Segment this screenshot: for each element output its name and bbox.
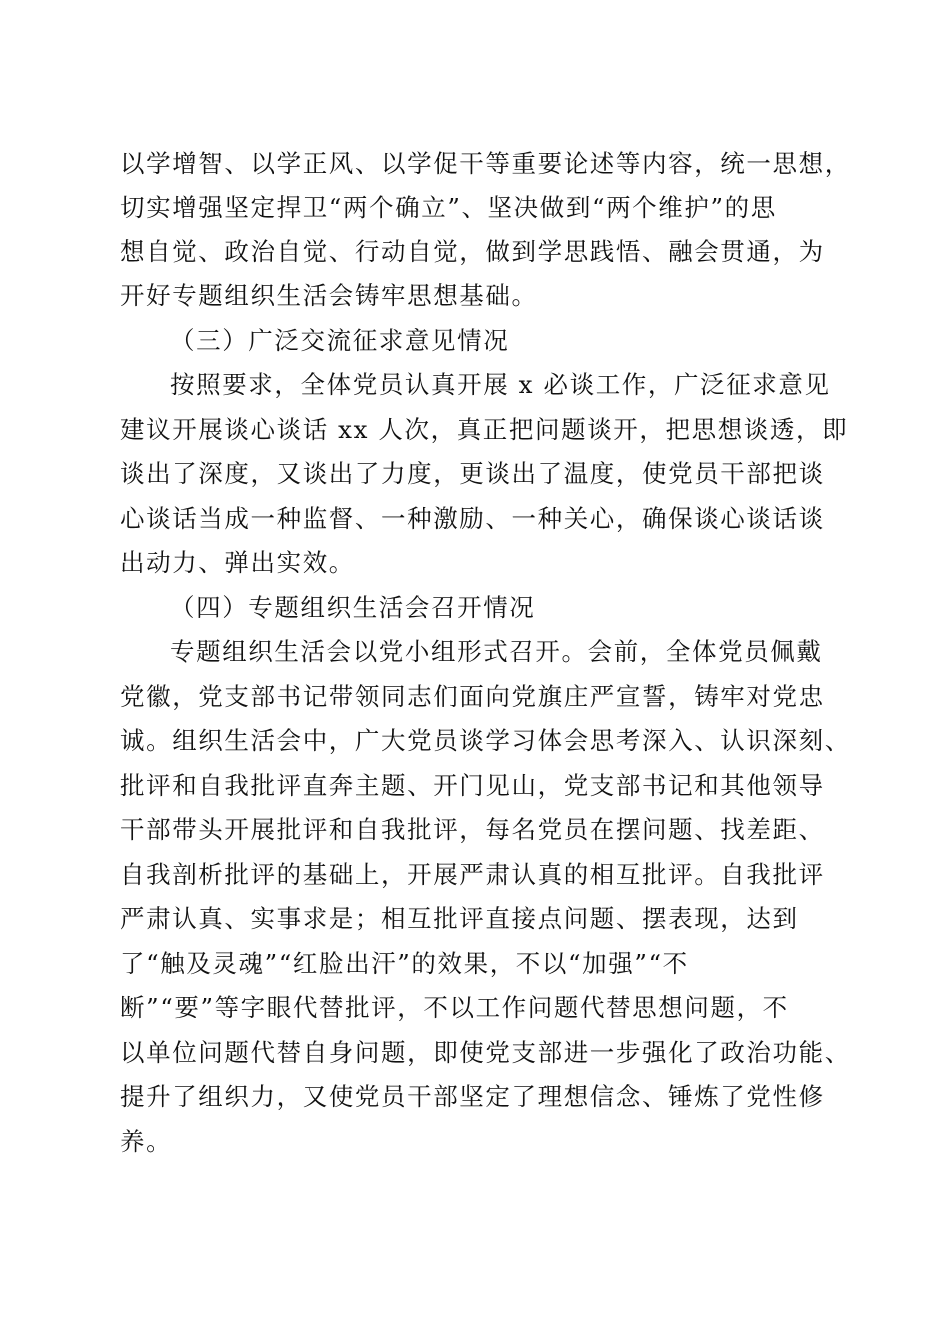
body-text-line: 自我剖析批评的基础上，开展严肃认真的相互批评。自我批评 [120,860,825,889]
body-text-line: 干部带头开展批评和自我批评，每名党员在摆问题、找差距、 [120,815,825,844]
body-text-line: 断”“要”等字眼代替批评，不以工作问题代替思想问题，不 [120,993,789,1022]
body-text-line: 党徽，党支部书记带领同志们面向党旗庄严宣誓，铸牢对党忠 [120,682,825,711]
body-text-line: 建议开展谈心谈话 xx 人次，真正把问题谈开，把思想谈透，即 [120,415,849,444]
body-text-line: 以单位问题代替自身问题，即使党支部进一步强化了政治功能、 [120,1038,851,1067]
body-text-line: 心谈话当成一种监督、一种激励、一种关心，确保谈心谈话谈 [120,504,825,533]
body-text-line: 严肃认真、实事求是；相互批评直接点问题、摆表现，达到 [120,904,799,933]
body-text-line: 提升了组织力，又使党员干部坚定了理想信念、锤炼了党性修 [120,1082,825,1111]
body-text-line: 开好专题组织生活会铸牢思想基础。 [120,281,538,310]
paragraph-first-line: 专题组织生活会以党小组形式召开。会前，全体党员佩戴 [170,637,823,666]
body-text-line: 养。 [120,1127,173,1156]
paragraph-first-line: 按照要求，全体党员认真开展 x 必谈工作，广泛征求意见 [170,370,831,399]
body-text-line: 想自觉、政治自觉、行动自觉，做到学思践悟、融会贯通，为 [120,237,825,266]
section-heading-3: （三）广泛交流征求意见情况 [170,326,510,355]
body-text-line: 以学增智、以学正风、以学促干等重要论述等内容，统一思想， [120,149,851,178]
section-heading-4: （四）专题组织生活会召开情况 [170,593,536,622]
body-text-line: 诚。组织生活会中，广大党员谈学习体会思考深入、认识深刻、 [120,726,851,755]
body-text-line: 切实增强坚定捍卫“两个确立”、坚决做到“两个维护”的思 [120,193,777,222]
body-text-line: 了“触及灵魂”“红脸出汗”的效果，不以“加强”“不 [120,949,689,978]
body-text-line: 批评和自我批评直奔主题、开门见山，党支部书记和其他领导 [120,771,825,800]
body-text-line: 出动力、弹出实效。 [120,548,355,577]
body-text-line: 谈出了深度，又谈出了力度，更谈出了温度，使党员干部把谈 [120,459,825,488]
